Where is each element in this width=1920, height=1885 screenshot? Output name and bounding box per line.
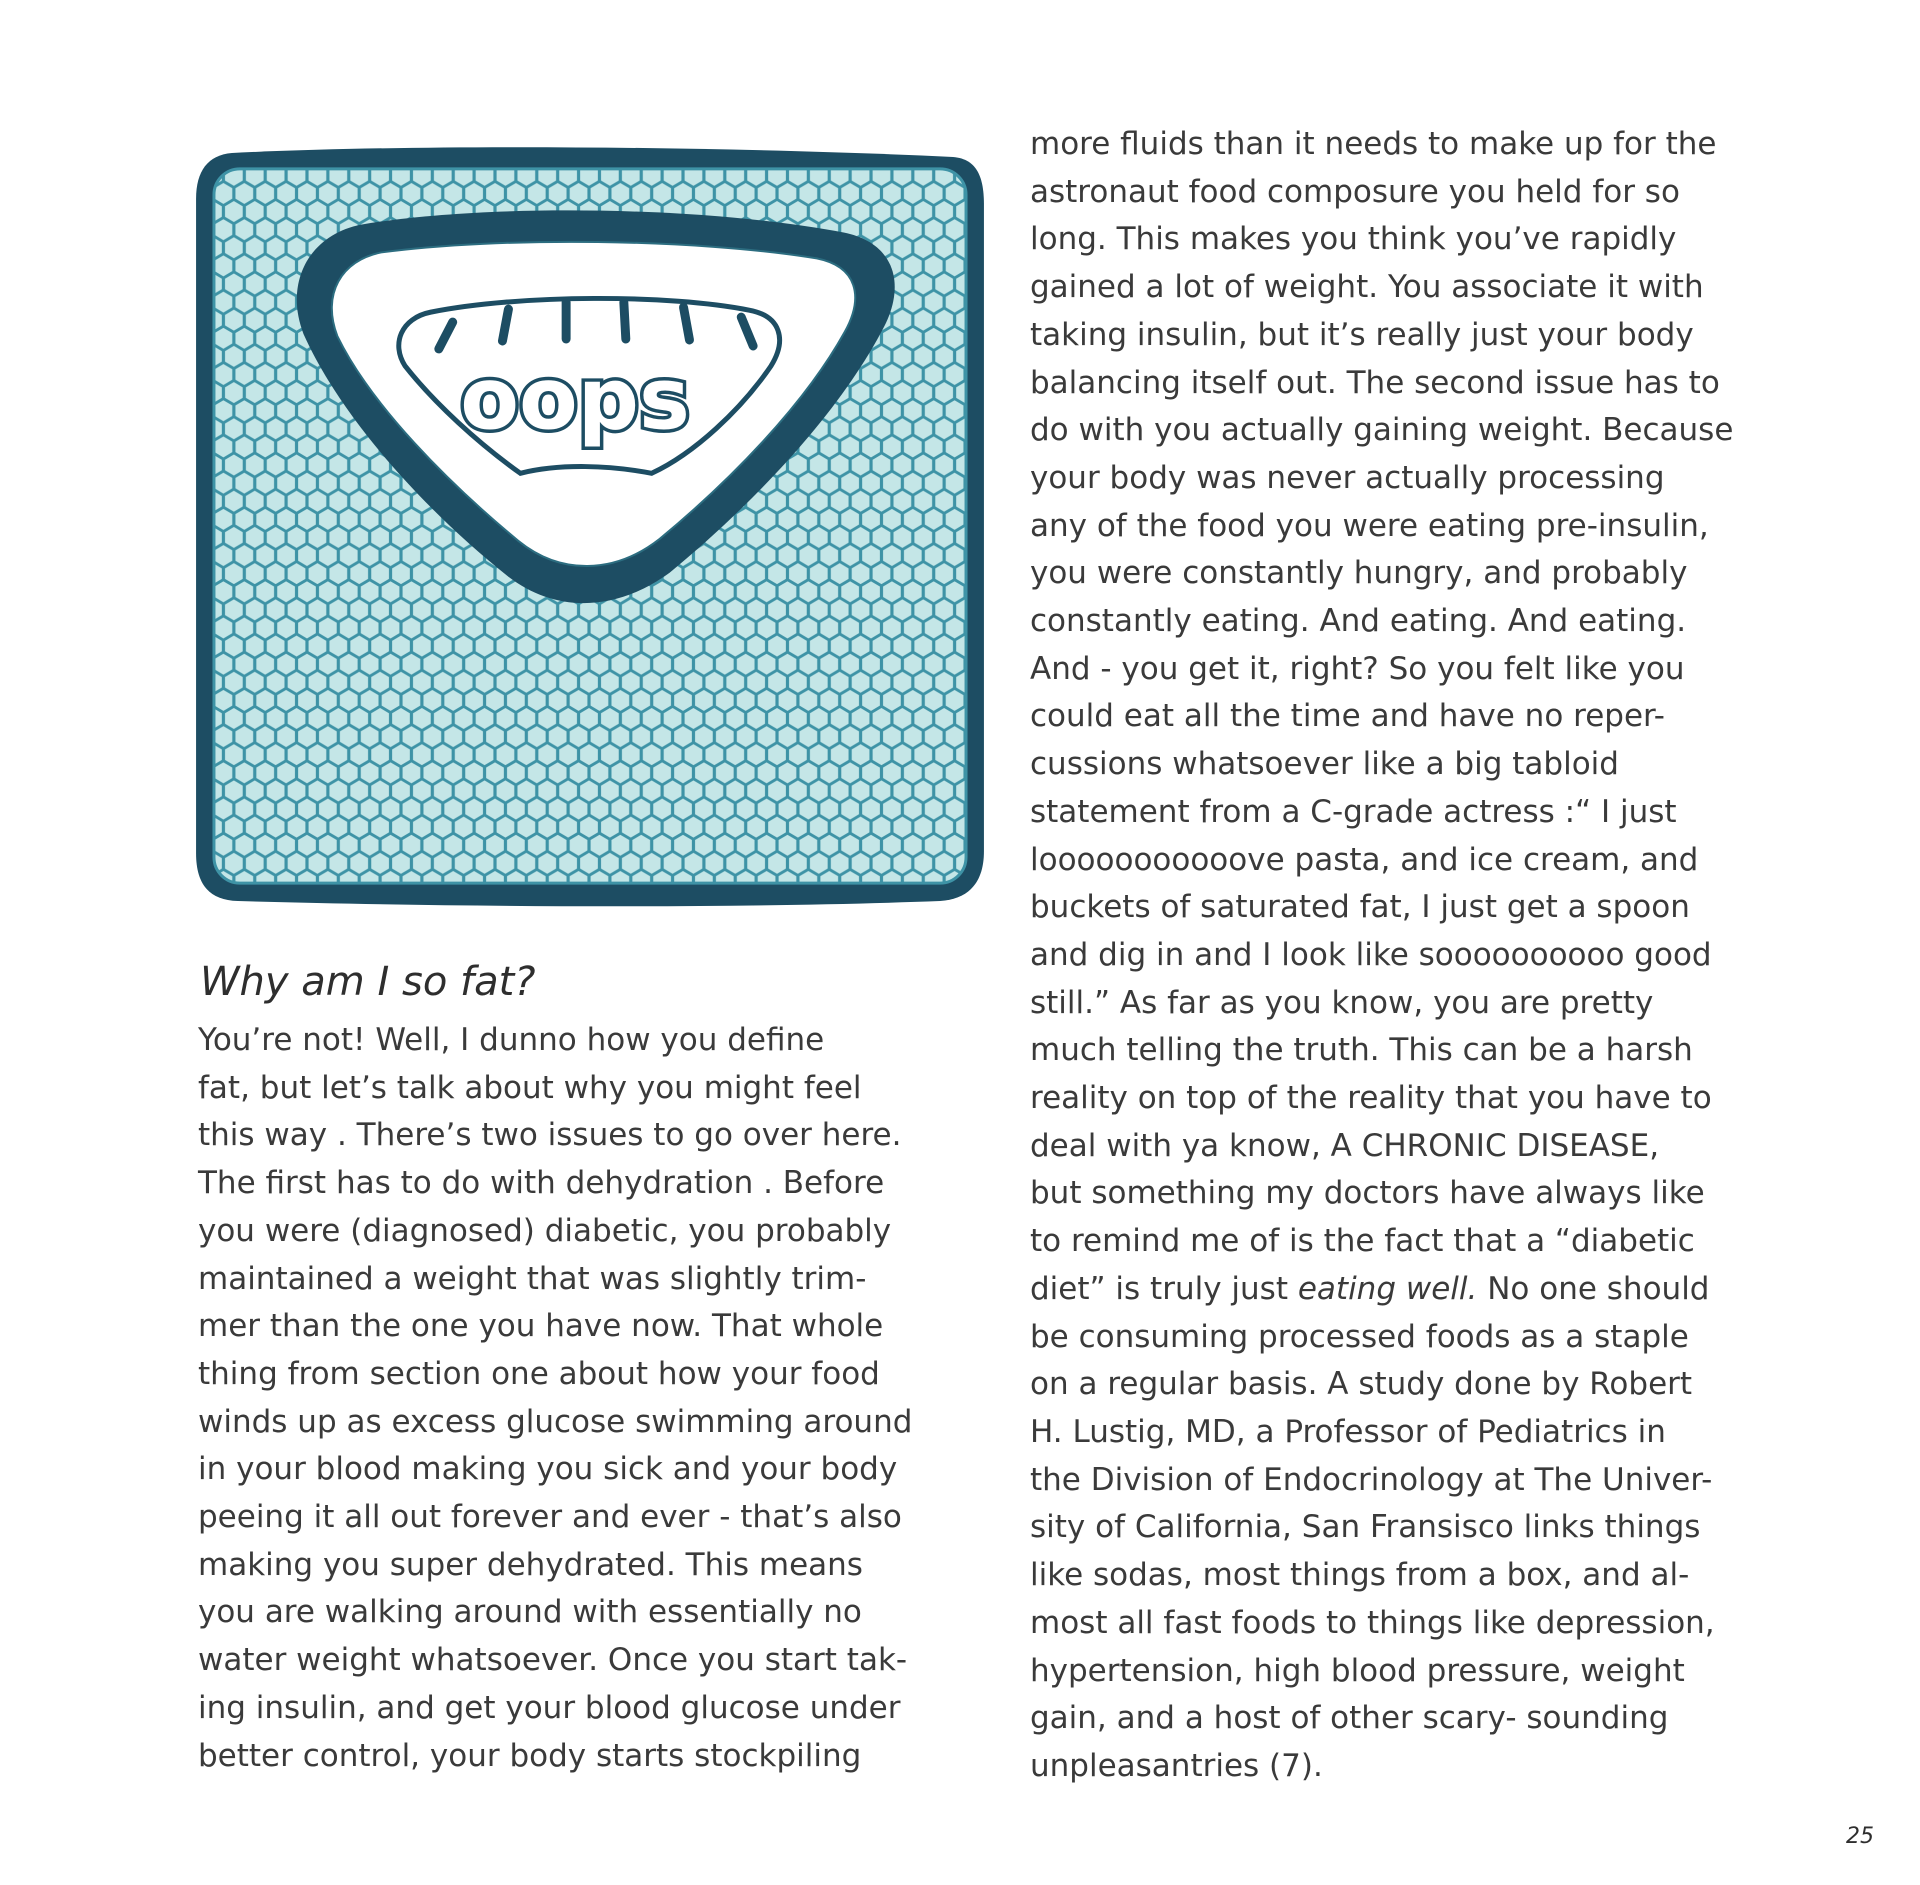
left-text-column	[198, 1017, 958, 1780]
text-line: do with you actually gaining weight. Because	[1030, 412, 1734, 449]
text-line: the Division of Endocrinology at The Univer-	[1030, 1461, 1713, 1498]
text-line: on a regular basis. A study done by Robert	[1030, 1366, 1693, 1403]
text-line: like sodas, most things from a box, and al-	[1030, 1557, 1690, 1594]
text-line: making you super dehydrated. This means	[198, 1546, 863, 1583]
text-line: and dig in and I look like soooooooooo good	[1030, 936, 1712, 973]
text-line: your body was never actually processing	[1030, 459, 1665, 496]
text-line: balancing itself out. The second issue has to	[1030, 364, 1720, 401]
text-line: maintained a weight that was slightly trim-	[198, 1260, 867, 1297]
text-line: cussions whatsoever like a big tabloid	[1030, 746, 1619, 783]
text-line	[1030, 1266, 1800, 1314]
text-line: peeing it all out forever and ever - that’s also	[198, 1499, 902, 1536]
text-line: deal with ya know, A CHRONIC DISEASE,	[1030, 1127, 1660, 1164]
text-line: be consuming processed foods as a staple	[1030, 1318, 1689, 1355]
scale-icon	[192, 145, 988, 909]
text-line: more fluids than it needs to make up for the	[1030, 126, 1717, 162]
text-line: hypertension, high blood pressure, weight	[1030, 1652, 1685, 1689]
text-line: And - you get it, right? So you felt like you	[1030, 650, 1685, 687]
text-run: No one should	[1477, 1270, 1710, 1307]
text-line: ing insulin, and get your blood glucose under	[198, 1689, 901, 1726]
text-line: thing from section one about how your food	[198, 1355, 880, 1392]
text-line: H. Lustig, MD, a Professor of Pediatrics in	[1030, 1413, 1666, 1450]
bathroom-scale-illustration	[192, 145, 988, 909]
text-line: winds up as excess glucose swimming around	[198, 1403, 913, 1440]
scale-dial-label: oops	[460, 350, 690, 450]
text-run: diet” is truly just	[1030, 1270, 1298, 1307]
text-line: but something my doctors have always like	[1030, 1175, 1705, 1212]
page-number: 25	[1846, 1824, 1874, 1849]
text-line: constantly eating. And eating. And eating.	[1030, 603, 1687, 640]
text-line: you are walking around with essentially no	[198, 1594, 862, 1631]
text-line: water weight whatsoever. Once you start tak-	[198, 1642, 908, 1679]
text-line: you were constantly hungry, and probably	[1030, 555, 1688, 592]
text-line: in your blood making you sick and your body	[198, 1451, 898, 1488]
text-line: You’re not! Well, I dunno how you define	[198, 1022, 825, 1058]
text-line: this way . There’s two issues to go over here.	[198, 1117, 902, 1154]
text-line: long. This makes you think you’ve rapidly	[1030, 221, 1677, 258]
text-line: The first has to do with dehydration . Before	[198, 1165, 885, 1202]
text-line: statement from a C-grade actress :“ I just	[1030, 793, 1677, 830]
emphasized-text: eating well.	[1297, 1270, 1478, 1307]
text-line: much telling the truth. This can be a harsh	[1030, 1032, 1693, 1069]
text-line: gained a lot of weight. You associate it with	[1030, 269, 1704, 306]
text-line: better control, your body starts stockpiling	[198, 1737, 862, 1774]
text-line: sity of California, San Fransisco links things	[1030, 1509, 1701, 1546]
text-line: taking insulin, but it’s really just your body	[1030, 316, 1694, 353]
text-line: any of the food you were eating pre-insulin,	[1030, 507, 1709, 544]
text-line: fat, but let’s talk about why you might feel	[198, 1069, 862, 1106]
text-line: reality on top of the reality that you have to	[1030, 1080, 1712, 1117]
text-line: astronaut food composure you held for so	[1030, 173, 1680, 210]
text-line: still.” As far as you know, you are pretty	[1030, 984, 1654, 1021]
right-text-column	[1030, 121, 1800, 1791]
text-line: buckets of saturated fat, I just get a spoon	[1030, 889, 1690, 926]
text-line: most all fast foods to things like depression,	[1030, 1604, 1715, 1641]
text-line: could eat all the time and have no reper-	[1030, 698, 1665, 735]
text-line: mer than the one you have now. That whole	[198, 1308, 884, 1345]
text-line: you were (diagnosed) diabetic, you probably	[198, 1212, 892, 1249]
text-line: unpleasantries (7).	[1030, 1747, 1323, 1784]
section-heading: Why am I so fat?	[200, 959, 536, 1005]
text-line: looooooooooove pasta, and ice cream, and	[1030, 841, 1699, 878]
text-line: to remind me of is the fact that a “diabetic	[1030, 1223, 1695, 1260]
text-line: gain, and a host of other scary- sounding	[1030, 1700, 1669, 1737]
